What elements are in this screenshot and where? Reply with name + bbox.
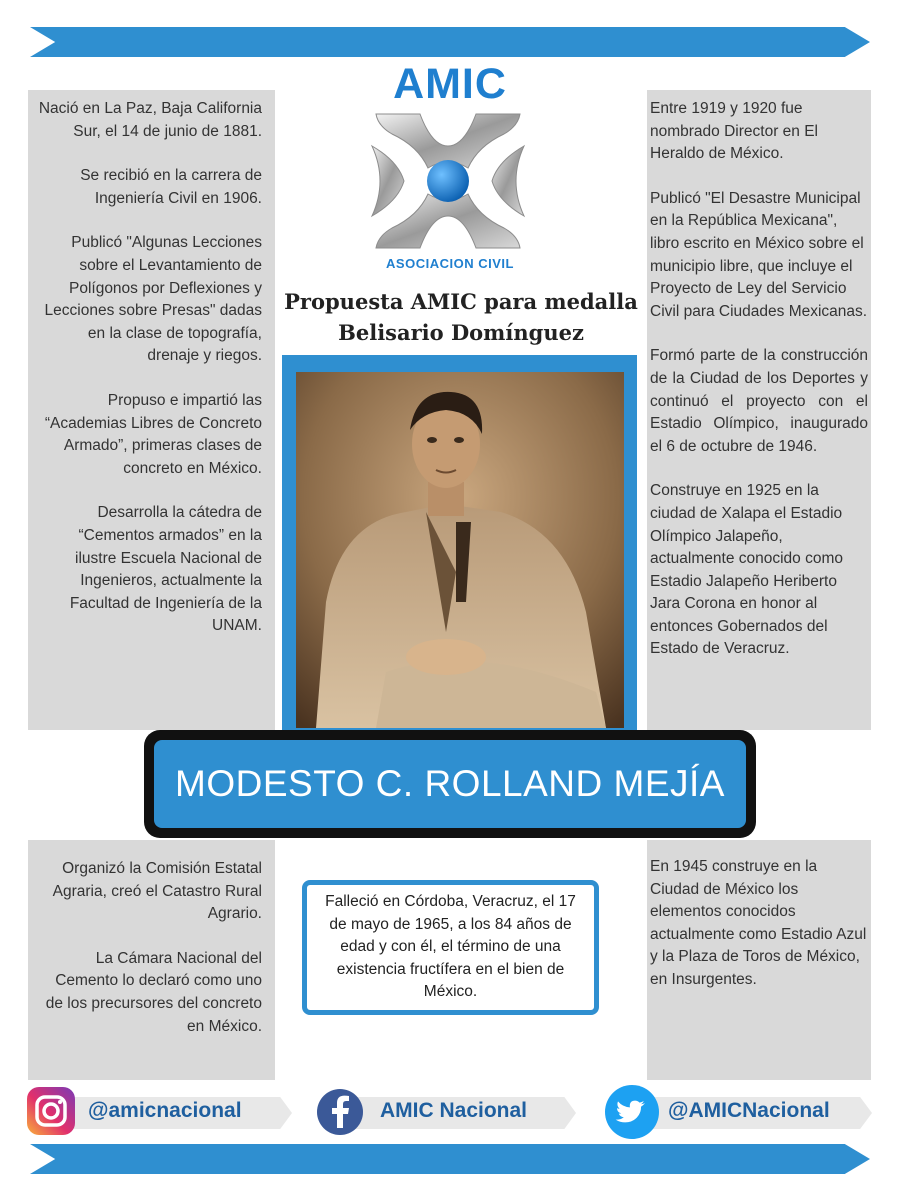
- amic-logo-icon: [368, 106, 528, 256]
- right-bottom-text: [650, 856, 868, 1014]
- name-banner: [154, 740, 746, 828]
- top-ribbon: [30, 27, 870, 57]
- amic-logo-subtitle: ASOCIACION CIVIL: [386, 256, 514, 271]
- twitter-handle: @AMICNacional: [668, 1099, 830, 1122]
- bottom-ribbon: [30, 1144, 870, 1174]
- amic-logo-text: AMIC: [393, 60, 507, 108]
- portrait-illustration: [296, 372, 624, 728]
- sports-city-paragraph: Formó parte de la construcción de la Ciudad de los Deportes y continuó el proyecto con el Estadio Olímpico, inaugurado el 6 de octubre de 1946.: [650, 347, 868, 455]
- birth-paragraph: Nació en La Paz, Baja California Sur, el 14 de junio de 1881.: [38, 100, 262, 140]
- degree-paragraph: Se recibió en la carrera de Ingeniería Civil en 1906.: [80, 167, 262, 207]
- academies-paragraph: Propuso e impartió las “Academias Libres de Concreto Armado”, primeras clases de concreto en México.: [44, 391, 262, 477]
- agrarian-paragraph: Organizó la Comisión Estatal Agraria, creó el Catastro Rural Agrario.: [52, 860, 262, 923]
- proposal-line-1: Propuesta AMIC para medalla: [284, 289, 638, 314]
- proposal-line-2: Belisario Domínguez: [338, 320, 584, 345]
- honoree-name: MODESTO C. ROLLAND MEJÍA: [175, 763, 725, 804]
- instagram-handle: @amicnacional: [88, 1099, 242, 1122]
- instagram-link[interactable]: [26, 1084, 296, 1140]
- twitter-link[interactable]: [604, 1084, 874, 1140]
- right-top-text: [650, 98, 868, 683]
- facebook-page-name: AMIC Nacional: [380, 1099, 528, 1122]
- instagram-icon: [26, 1086, 76, 1136]
- left-bottom-text: [36, 858, 262, 1060]
- proposal-heading: [276, 286, 646, 348]
- facebook-link[interactable]: [316, 1084, 578, 1140]
- heraldo-paragraph: Entre 1919 y 1920 fue nombrado Director en El Heraldo de México.: [650, 100, 818, 163]
- cement-chamber-paragraph: La Cámara Nacional del Cemento lo declaró como uno de los precursores del concreto en México.: [45, 949, 262, 1035]
- left-top-text: [36, 98, 262, 660]
- chair-paragraph: Desarrolla la cátedra de “Cementos armados” en la ilustre Escuela Nacional de Ingenieros, actualmente la Facultad de Ingeniería de la UNAM.: [69, 504, 262, 635]
- xalapa-paragraph: Construye en 1925 en la ciudad de Xalapa el Estadio Olímpico Jalapeño, actualmente conocido como Estadio Jalapeño Heriberto Jara Corona en honor al entonces Gobernados del Estado de Veracruz.: [650, 482, 844, 658]
- death-note-box: [302, 880, 599, 1015]
- estadio-azul-paragraph: En 1945 construye en la Ciudad de México los elementos conocidos actualmente como Estadio Azul y la Plaza de Toros de México, en Insurgentes.: [650, 858, 867, 988]
- twitter-icon: [604, 1084, 660, 1140]
- facebook-icon: [316, 1088, 364, 1136]
- publication-paragraph: Publicó "Algunas Lecciones sobre el Levantamiento de Polígonos por Deflexiones y Lecciones sobre Presas" dadas en la clase de topografía, drenaje y riegos.: [44, 234, 262, 365]
- death-note-text: Falleció en Córdoba, Veracruz, el 17 de mayo de 1965, a los 84 años de edad y con él, el término de una existencia fructífera en el bien de México.: [325, 893, 576, 1001]
- book-paragraph: Publicó "El Desastre Municipal en la República Mexicana", libro escrito en México sobre el municipio libre, que incluye el Proyecto de Ley del Servicio Civil para Ciudades Mexicanas.: [650, 189, 868, 320]
- portrait-photo: [296, 372, 624, 728]
